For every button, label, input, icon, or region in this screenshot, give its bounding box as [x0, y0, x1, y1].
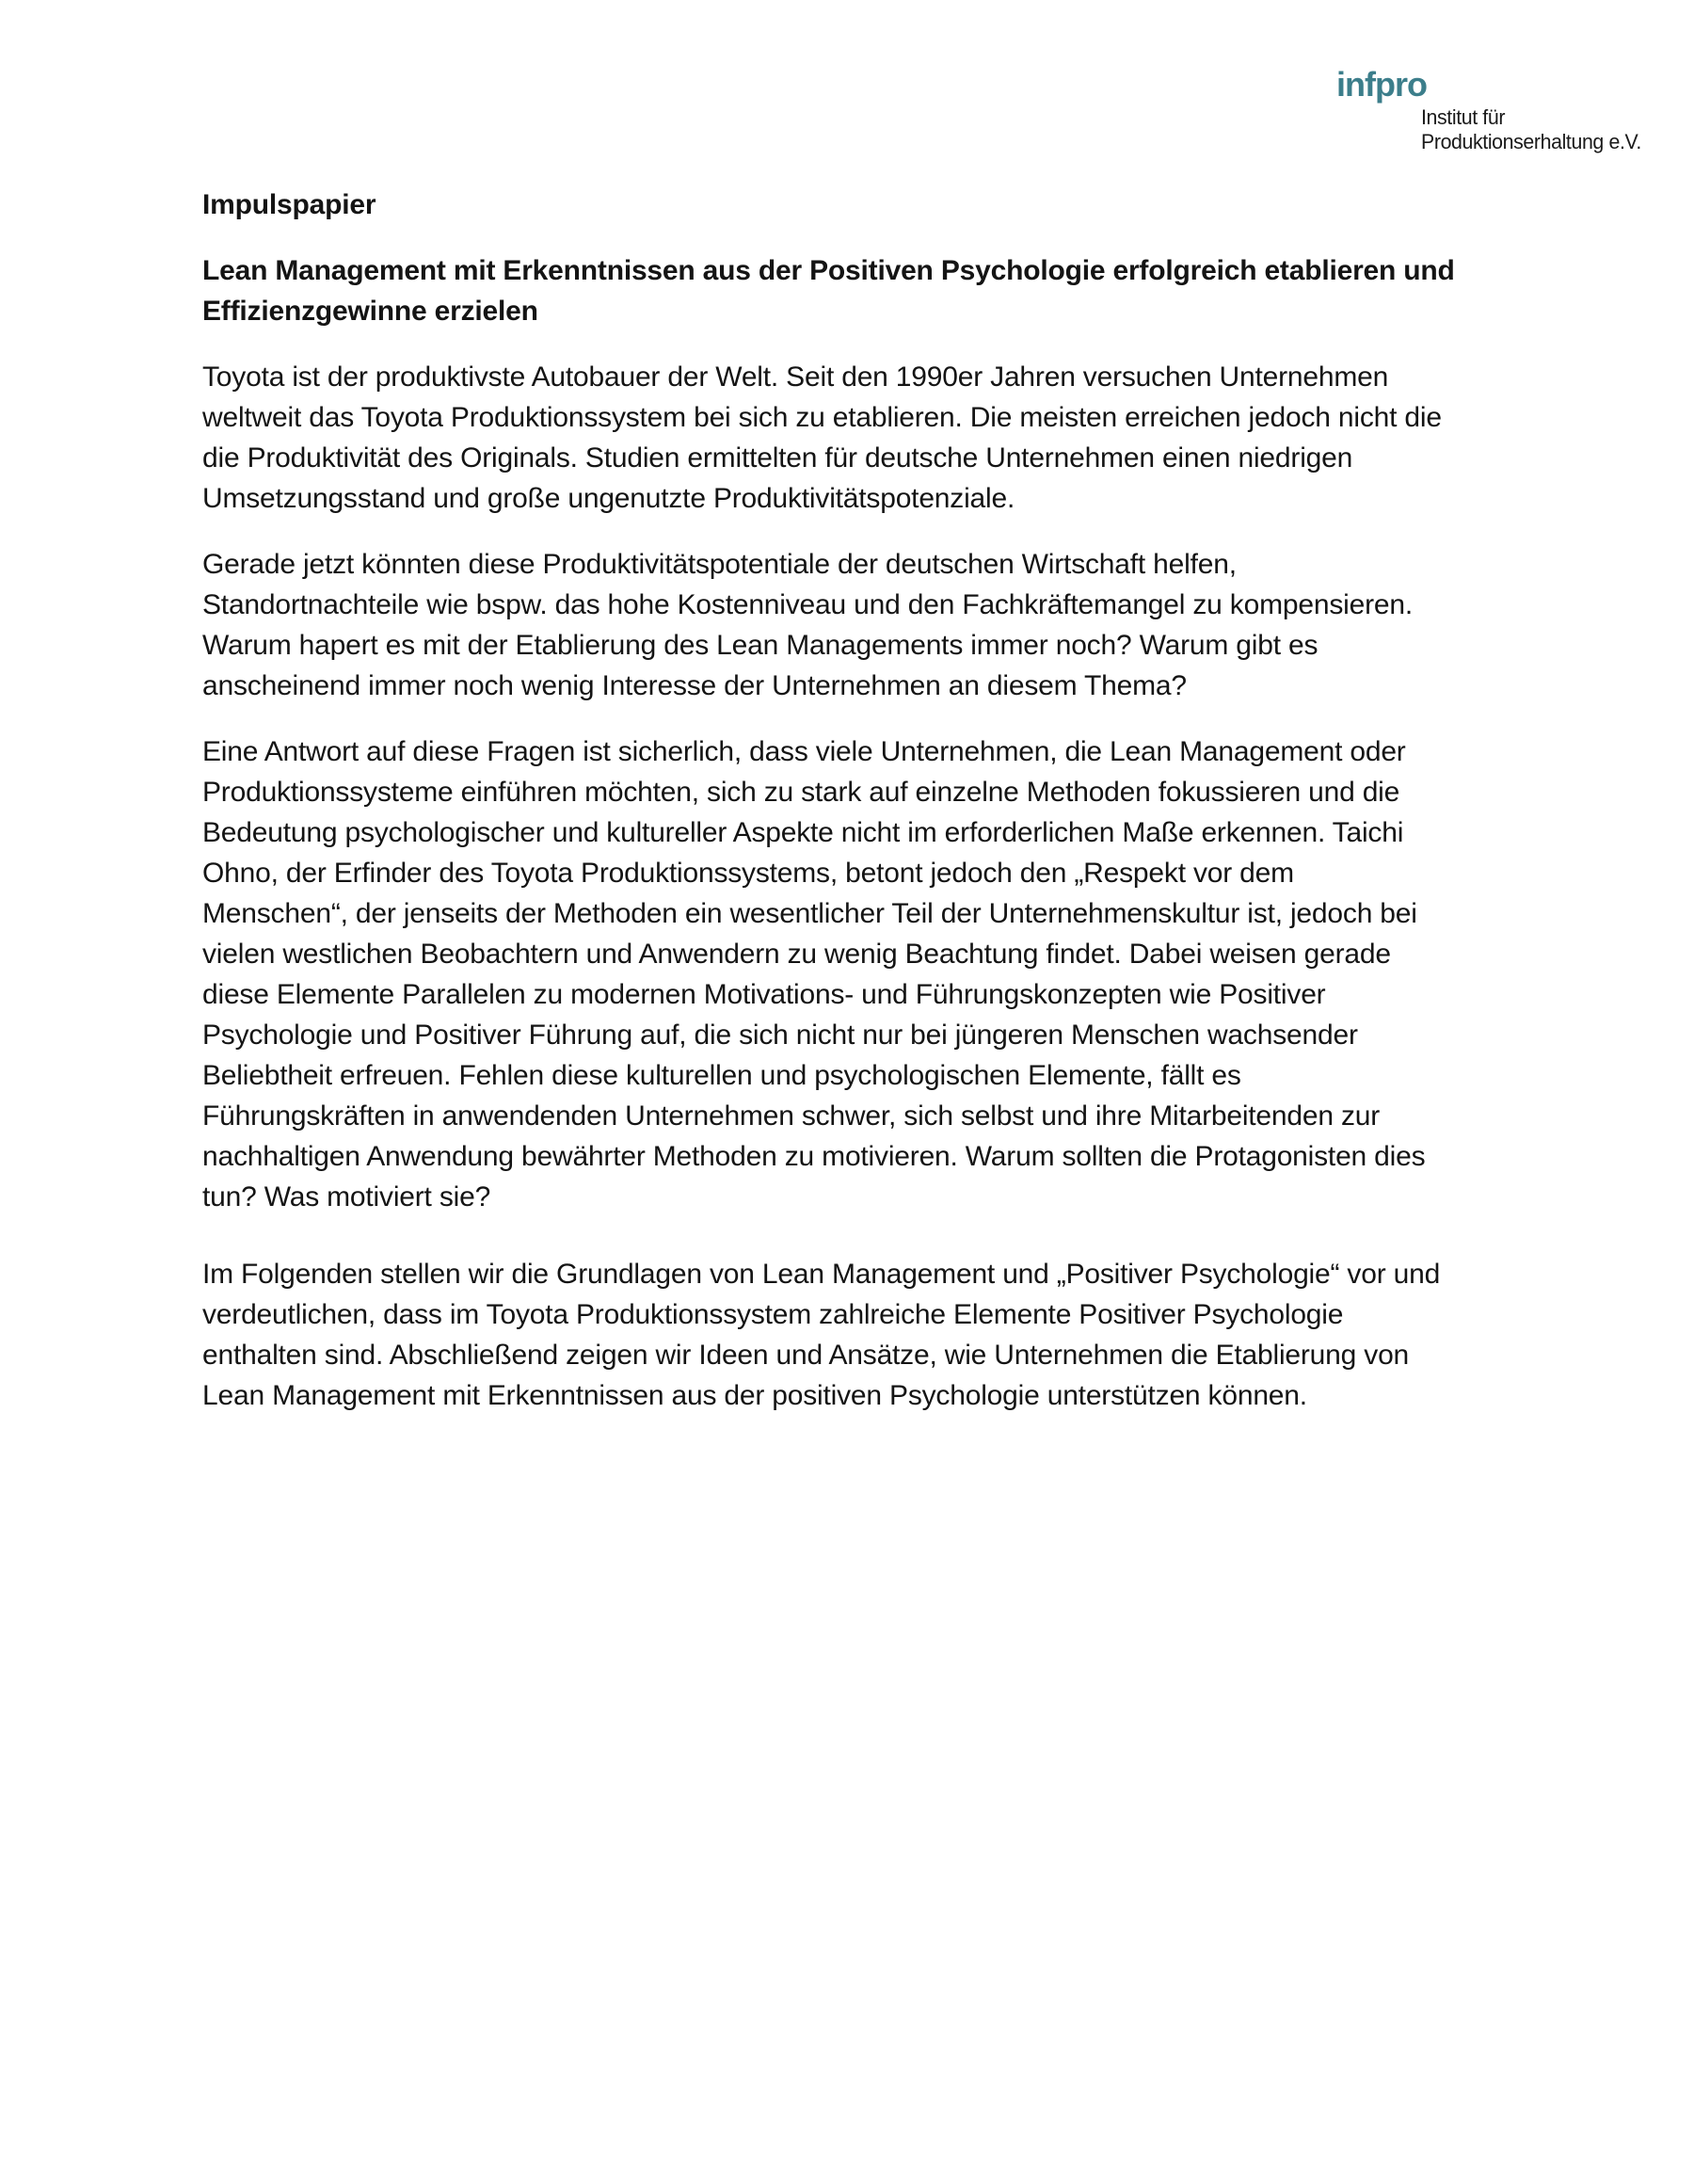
paragraph-line: Menschen“, der jenseits der Methoden ein wesentlicher Teil der Unternehmenskultur ist, jedoch bei — [202, 898, 1417, 929]
paragraph-line: verdeutlichen, dass im Toyota Produktionssystem zahlreiche Elemente Positiver Psychologie — [202, 1299, 1344, 1330]
logo-org-name — [1421, 105, 1641, 154]
paragraph-line: Beliebtheit erfreuen. Fehlen diese kulturellen und psychologischen Elemente, fällt es — [202, 1060, 1241, 1091]
paragraph-line: tun? Was motiviert sie? — [202, 1181, 491, 1212]
paragraph-line: Toyota ist der produktivste Autobauer der Welt. Seit den 1990er Jahren versuchen Unternehmen — [202, 361, 1389, 393]
paragraph — [202, 357, 1515, 519]
paragraph-line: Produktionssysteme einführen möchten, sich zu stark auf einzelne Methoden fokussieren und die — [202, 777, 1400, 808]
document-content — [202, 185, 1515, 1441]
paragraph-line: Standortnachteile wie bspw. das hohe Kostenniveau und den Fachkräftemangel zu kompensieren. — [202, 589, 1413, 620]
paragraph-line: weltweit das Toyota Produktionssystem bei sich zu etablieren. Die meisten erreichen jedoch nicht die — [202, 402, 1442, 433]
logo-org-line-2: Produktionserhaltung e.V. — [1421, 130, 1641, 153]
paragraph-line: Psychologie und Positiver Führung auf, die sich nicht nur bei jüngeren Menschen wachsender — [202, 1020, 1358, 1051]
paragraph-line: nachhaltigen Anwendung bewährter Methoden zu motivieren. Warum sollten die Protagonisten dies — [202, 1141, 1426, 1172]
paragraphs — [202, 357, 1515, 1416]
paragraph-line: Im Folgenden stellen wir die Grundlagen von Lean Management und „Positiver Psychologie“ vor und — [202, 1259, 1441, 1290]
paragraph-line: enthalten sind. Abschließend zeigen wir Ideen und Ansätze, wie Unternehmen die Etablierung von — [202, 1340, 1410, 1371]
paragraph-line: Eine Antwort auf diese Fragen ist sicherlich, dass viele Unternehmen, die Lean Management oder — [202, 736, 1406, 767]
paragraph-line: anscheinend immer noch wenig Interesse der Unternehmen an diesem Thema? — [202, 670, 1187, 701]
paragraph-line: die Produktivität des Originals. Studien ermittelten für deutsche Unternehmen einen niedrigen — [202, 442, 1353, 474]
logo-org-line-1: Institut für — [1421, 105, 1506, 129]
paragraph-line: Gerade jetzt könnten diese Produktivitätspotentiale der deutschen Wirtschaft helfen, — [202, 549, 1237, 580]
paragraph-line: Umsetzungsstand und große ungenutzte Produktivitätspotenziale. — [202, 483, 1015, 514]
document-kicker: Impulspapier — [202, 189, 376, 220]
paragraph-line: diese Elemente Parallelen zu modernen Motivations- und Führungskonzepten wie Positiver — [202, 979, 1326, 1010]
paragraph-line: Führungskräften in anwendenden Unternehmen schwer, sich selbst und ihre Mitarbeitenden zur — [202, 1100, 1381, 1132]
document-title-line: Lean Management mit Erkenntnissen aus der Positiven Psychologie erfolgreich etablieren und — [202, 255, 1455, 286]
paragraph — [202, 731, 1515, 1217]
paragraph-line: Ohno, der Erfinder des Toyota Produktionssystems, betont jedoch den „Respekt vor dem — [202, 858, 1294, 889]
paragraph-line: vielen westlichen Beobachtern und Anwendern zu wenig Beachtung findet. Dabei weisen gerade — [202, 939, 1391, 970]
paragraph-line: Lean Management mit Erkenntnissen aus der positiven Psychologie unterstützen können. — [202, 1380, 1307, 1411]
infpro-logo — [1336, 66, 1648, 154]
document-title — [202, 250, 1515, 331]
paragraph-line: Warum hapert es mit der Etablierung des Lean Managements immer noch? Warum gibt es — [202, 630, 1318, 661]
paragraph-line: Bedeutung psychologischer und kultureller Aspekte nicht im erforderlichen Maße erkennen. Taichi — [202, 817, 1404, 848]
paragraph — [202, 544, 1515, 706]
document-title-line: Effizienzgewinne erzielen — [202, 296, 538, 327]
paragraph — [202, 1254, 1515, 1416]
infpro-wordmark: infpro — [1336, 65, 1427, 104]
